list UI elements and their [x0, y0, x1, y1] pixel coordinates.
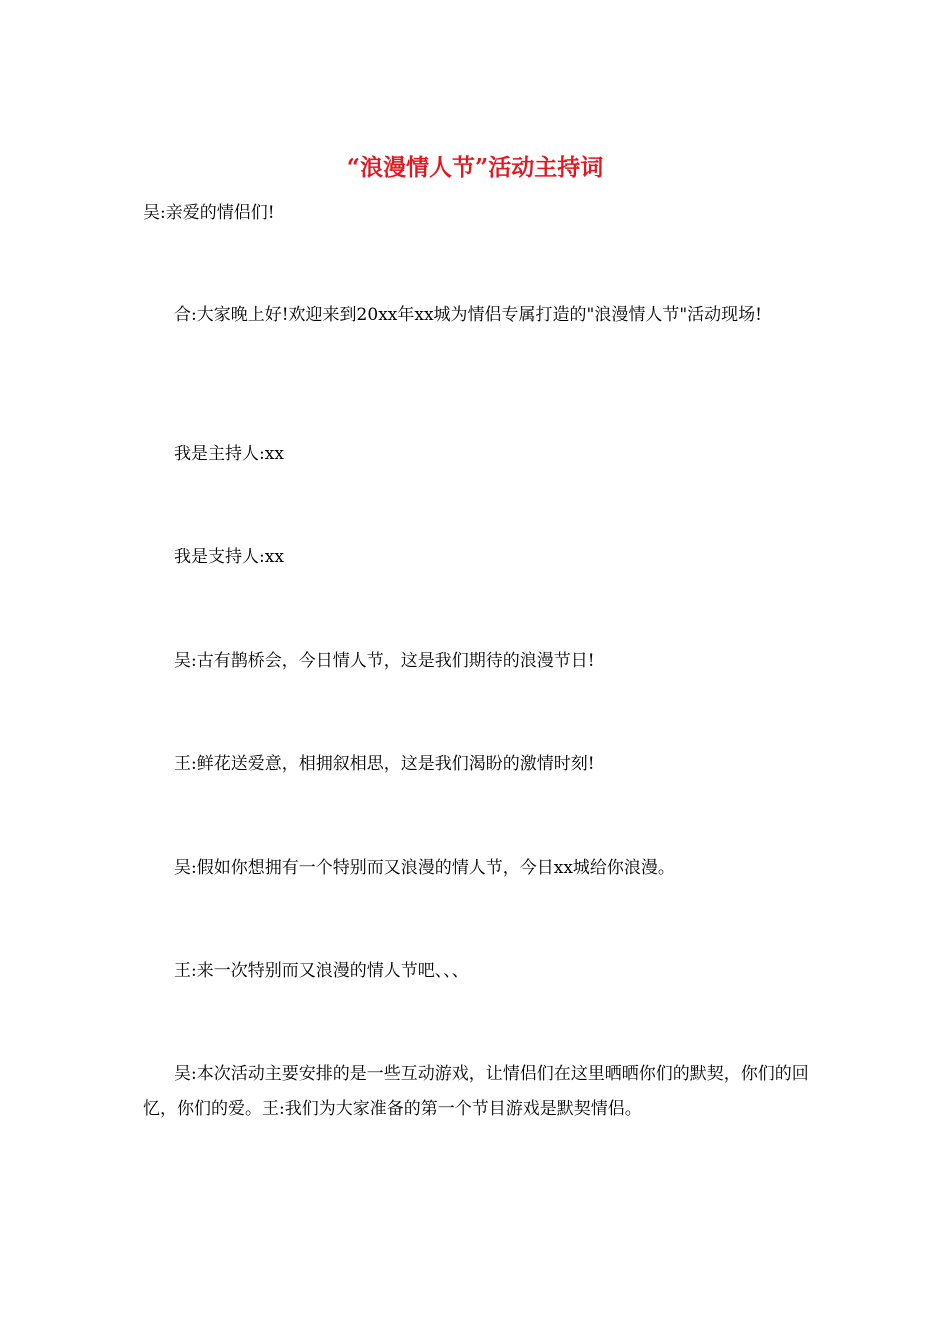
- paragraph-host-2: 我是支持人:xx: [174, 547, 284, 567]
- paragraph-wu-3: 吴:本次活动主要安排的是一些互动游戏，让情侣们在这里晒晒你们的默契，你们的回忆，你们的爱。王:我们为大家准备的第一个节目游戏是默契情侣。: [143, 1064, 809, 1119]
- paragraph-welcome: 合:大家晚上好!欢迎来到20xx年xx城为情侣专属打造的"浪漫情人节"活动现场!: [174, 305, 763, 325]
- paragraph-host-1: 我是主持人:xx: [174, 444, 284, 464]
- paragraph-wu-1: 吴:古有鹊桥会，今日情人节，这是我们期待的浪漫节日!: [174, 651, 595, 671]
- paragraph-greeting: 吴:亲爱的情侣们!: [143, 203, 275, 223]
- document-title: “浪漫情人节”活动主持词: [346, 154, 604, 181]
- paragraph-wu-2: 吴:假如你想拥有一个特别而又浪漫的情人节，今日xx城给你浪漫。: [174, 858, 675, 878]
- paragraph-wang-2: 王:来一次特别而又浪漫的情人节吧、、、: [174, 961, 469, 981]
- paragraph-wang-1: 王:鲜花送爱意，相拥叙相思，这是我们渴盼的激情时刻!: [174, 754, 595, 774]
